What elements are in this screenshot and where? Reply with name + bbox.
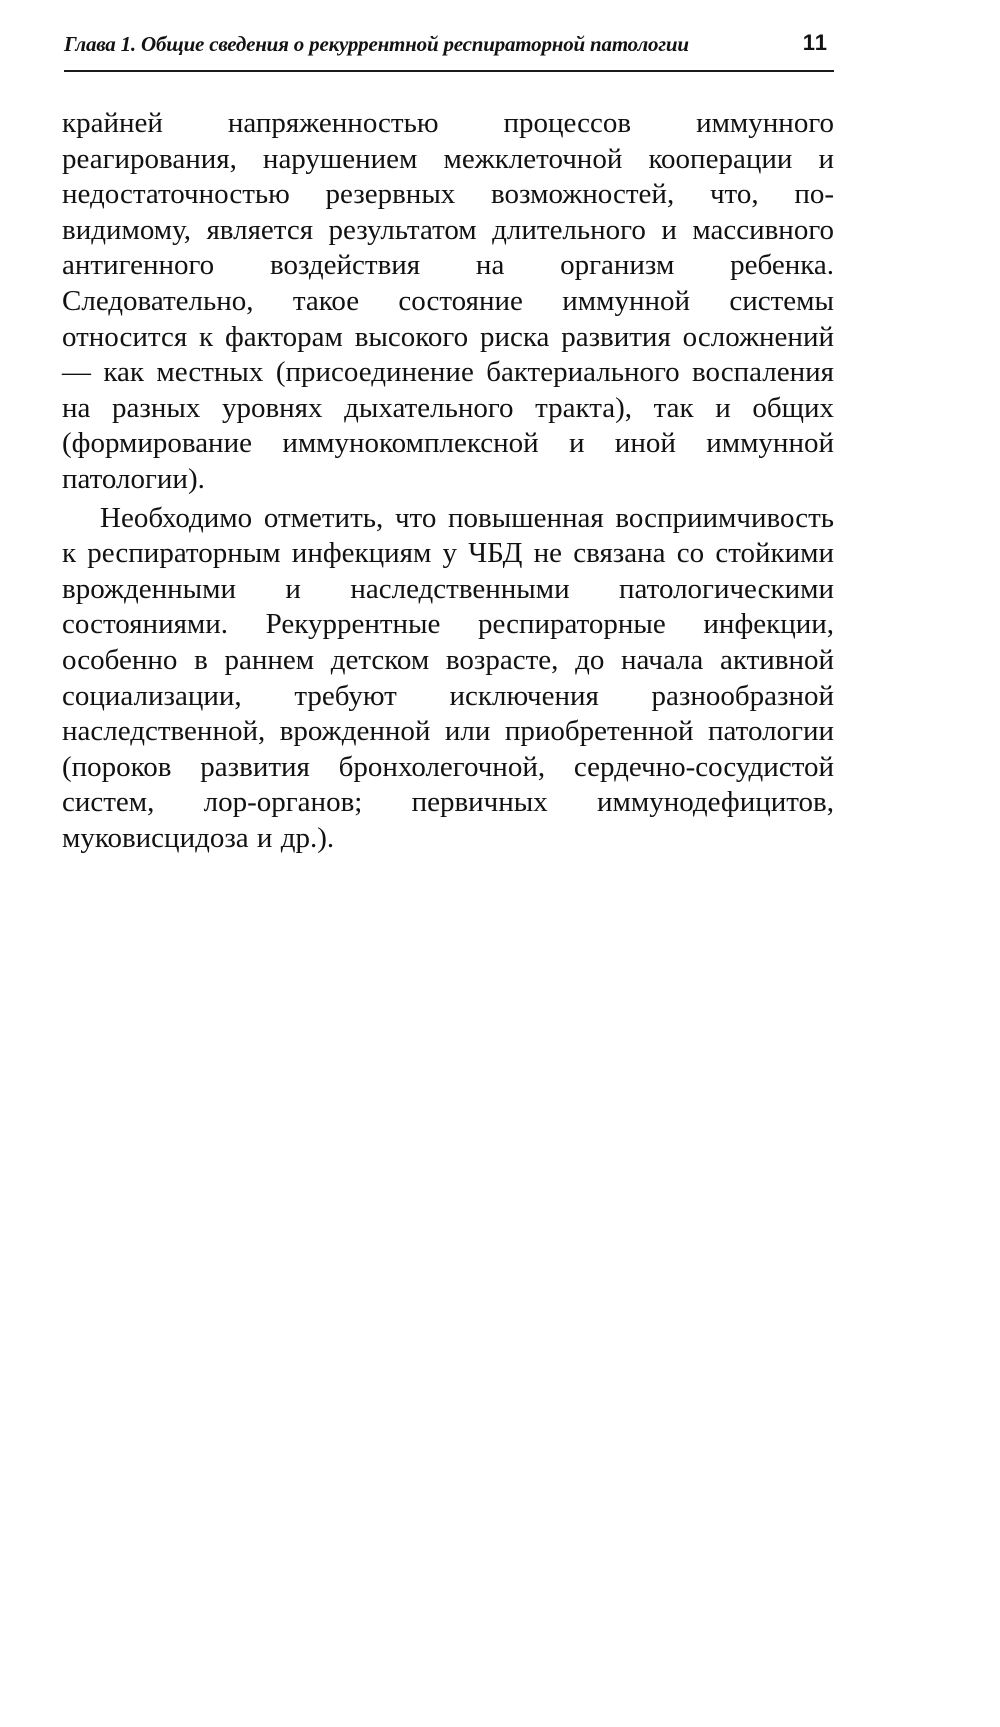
page-number: 11 <box>802 30 828 55</box>
page-header <box>64 24 834 72</box>
body-text <box>62 106 834 856</box>
paragraph-continued: крайней напряженностью процессов иммунного реагирования, нарушением межклеточной кооперации и недостаточностью резервных возможностей, что, по-видимому, является результатом длительного и массивного антигенного воздействия на организм ребенка. Следовательно, такое состояние иммунной системы относится к факторам высокого риска развития осложнений — как местных (присоединение бактериального воспаления на разных уровнях дыхательного тракта), так и общих (формирование иммунокомплексной и иной иммунной патологии). <box>62 107 834 495</box>
running-title: Глава 1. Общие сведения о рекуррентной респираторной патологии <box>64 32 689 56</box>
paragraph: Необходимо отметить, что повышенная восприимчивость к респираторным инфекциям у ЧБД не связана со стойкими врожденными и наследственными патологическими состояниями. Рекуррентные респираторные инфекции, особенно в раннем детском возрасте, до начала активной социализации, требуют исключения разнообразной наследственной, врожденной или приобретенной патологии (пороков развития бронхолегочной, сердечно-сосудистой систем, лор-органов; первичных иммунодефицитов, муковисцидоза и др.). <box>62 501 834 854</box>
